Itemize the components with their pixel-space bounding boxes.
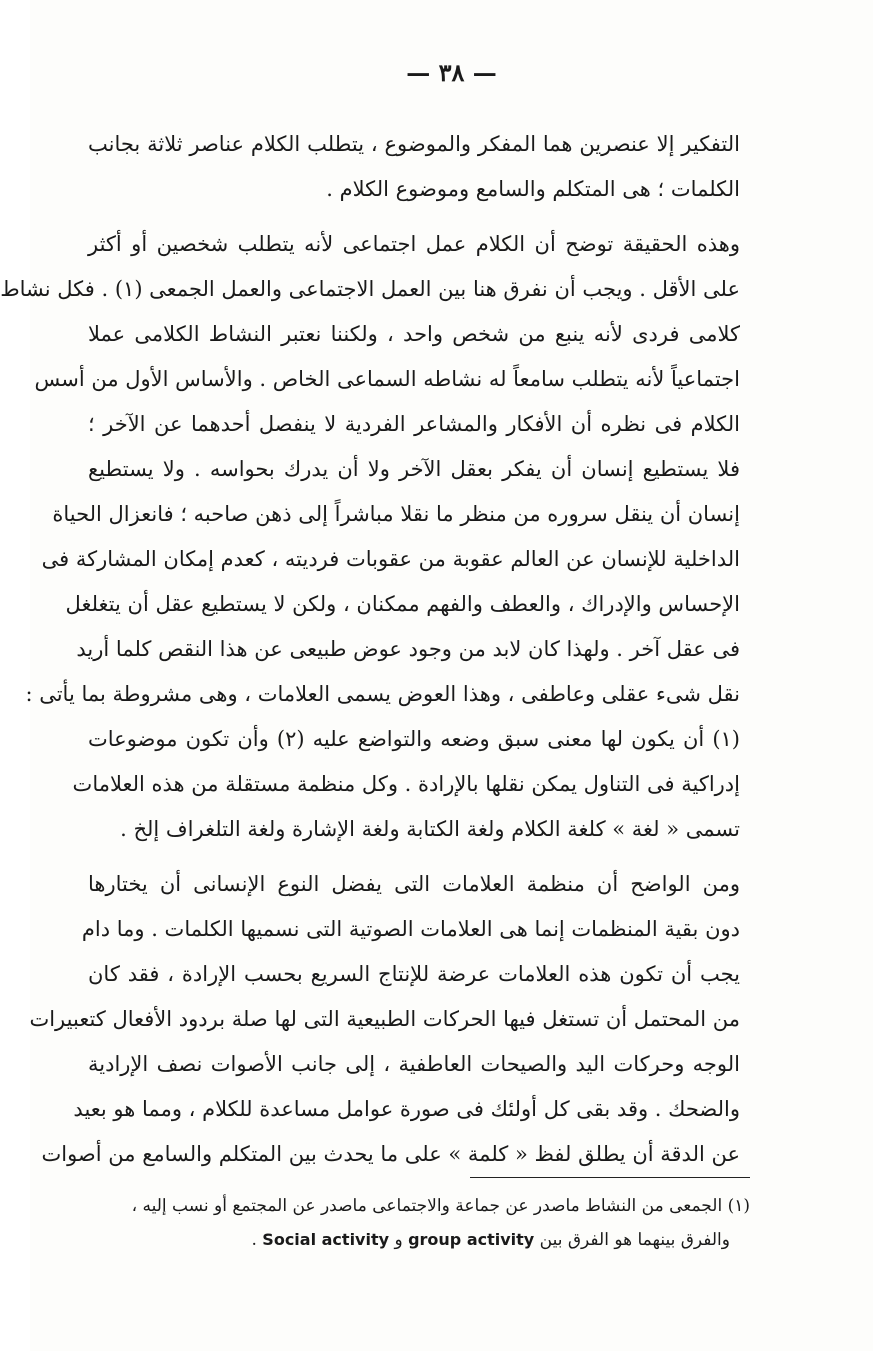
footnote-english-term: group activity [408,1230,535,1249]
text-line: من المحتمل أن تستغل فيها الحركات الطبيعية التى لها صلة بردود الأفعال كتعبيرات [29,1007,740,1031]
footnote-line: (١) الجمعى من النشاط ماصدر عن جماعة والاجتماعى ماصدر عن المجتمع أو نسب إليه ، [131,1196,750,1216]
text-line: الداخلية للإنسان عن العالم عقوبة من عقوبات فرديته ، كعدم إمكان المشاركة فى [41,547,740,571]
paragraph-2 [0,222,740,852]
footnote-english-term: Social activity [262,1230,390,1249]
text-line: إدراكية فى التناول يمكن نقلها بالإرادة . وكل منظمة مستقلة من هذه العلامات [72,772,740,796]
text-line: تسمى « لغة » كلغة الكلام ولغة الكتابة ولغة الإشارة ولغة التلغراف إلخ . [120,817,740,841]
text-line: فى عقل آخر . ولهذا كان لابد من وجود عوض طبيعى عن هذا النقص كلما أريد [76,637,740,661]
text-line: الكلمات ؛ هى المتكلم والسامع وموضوع الكلام . [326,177,740,201]
text-line: الوجه وحركات اليد والصيحات العاطفية ، إلى جانب الأصوات نصف الإرادية [88,1052,740,1076]
text-line: الكلام فى نظره أن الأفكار والمشاعر الفردية لا ينفصل أحدهما عن الآخر ؛ [88,412,740,436]
text-line: كلامى فردى لأنه ينبع من شخص واحد ، ولكننا نعتبر النشاط الكلامى عملا [88,322,740,346]
footnote-text: والفرق بينهما هو الفرق بين [539,1230,730,1250]
body-text [0,122,740,1177]
footnotes [131,1190,750,1256]
footnote-line [220,1223,750,1256]
footnote-conjunction: و [394,1230,403,1250]
text-line: نقل شىء عقلى وعاطفى ، وهذا العوض يسمى العلامات ، وهى مشروطة بما يأتى : [25,682,740,706]
paragraph-3 [29,862,740,1177]
text-line: دون بقية المنظمات إنما هى العلامات الصوتية التى نسميها الكلمات . وما دام [81,917,740,941]
text-line: وهذه الحقيقة توضح أن الكلام عمل اجتماعى لأنه يتطلب شخصين أو أكثر [88,232,740,256]
page-number: — ٣٨ — [406,58,497,87]
footnote-period: . [251,1230,257,1250]
text-line: إنسان أن ينقل سروره من منظر ما نقلا مباشراً إلى ذهن صاحبه ؛ فانعزال الحياة [52,502,740,526]
paragraph-1 [88,122,740,212]
text-line: (١) أن يكون لها معنى سبق وضعه والتواضع عليه (٢) وأن تكون موضوعات [88,727,740,751]
text-line: ومن الواضح أن منظمة العلامات التى يفضل النوع الإنسانى أن يختارها [88,872,740,896]
text-line: التفكير إلا عنصرين هما المفكر والموضوع ، يتطلب الكلام عناصر ثلاثة بجانب [88,132,740,156]
text-line: فلا يستطيع إنسان أن يفكر بعقل الآخر ولا أن يدرك بحواسه . ولا يستطيع [88,457,740,481]
text-line: والضحك . وقد بقى كل أولئك فى صورة عوامل مساعدة للكلام ، ومما هو بعيد [73,1097,740,1121]
text-line: الإحساس والإدراك ، والعطف والفهم ممكنان ، ولكن لا يستطيع عقل أن يتغلغل [65,592,740,616]
text-line: اجتماعياً لأنه يتطلب سامعاً له نشاطه السماعى الخاص . والأساس الأول من أسس [34,367,740,391]
text-line: يجب أن تكون هذه العلامات عرضة للإنتاج السريع بحسب الإرادة ، فقد كان [88,962,740,986]
text-line: على الأقل . ويجب أن نفرق هنا بين العمل الاجتماعى والعمل الجمعى (١) . فكل نشاط [0,277,740,301]
footnote-divider [470,1177,750,1178]
text-line: عن الدقة أن يطلق لفظ « كلمة » على ما يحدث بين المتكلم والسامع من أصوات [41,1142,740,1166]
